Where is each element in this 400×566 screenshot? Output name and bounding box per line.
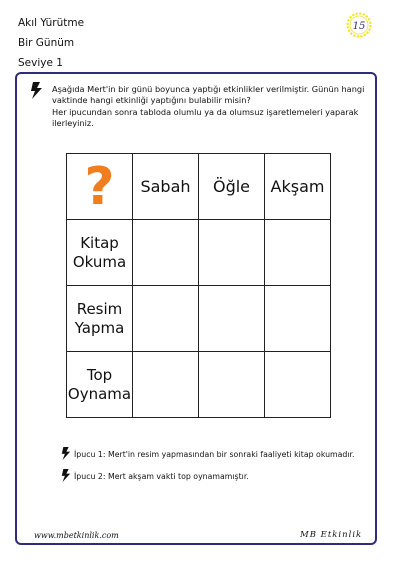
grid-cell[interactable] <box>265 352 331 418</box>
header-level: Seviye 1 <box>18 57 63 69</box>
grid-cell[interactable] <box>199 352 265 418</box>
grid-cell[interactable] <box>265 220 331 286</box>
grid-cell[interactable] <box>133 286 199 352</box>
column-header-morning: Sabah <box>133 154 199 220</box>
logic-grid <box>66 153 331 418</box>
grid-cell[interactable] <box>265 286 331 352</box>
instruction-1: Aşağıda Mert'in bir günü boyunca yaptığı etkinlikler verilmiştir. Günün hangi vaktinde hangi etkinliği yaptığını bulabilir misin? <box>52 84 365 106</box>
lightning-icon <box>61 469 71 482</box>
brand-footer: MB Etkinlik <box>300 530 363 540</box>
row-header-line: Yapma <box>74 318 125 337</box>
website-footer: www.mbetkinlik.com <box>34 531 119 540</box>
row-header-painting <box>67 286 133 352</box>
grid-cell[interactable] <box>133 352 199 418</box>
column-header-evening: Akşam <box>265 154 331 220</box>
hint-1: İpucu 1: Mert'in resim yapmasından bir sonraki faaliyeti kitap okumadır. <box>74 450 355 459</box>
grid-cell[interactable] <box>199 286 265 352</box>
row-header-line: Kitap <box>80 233 119 252</box>
question-mark-icon: ? <box>67 154 133 220</box>
row-header-line: Oynama <box>67 384 132 403</box>
row-header-line: Okuma <box>72 252 127 271</box>
header-title: Bir Günüm <box>18 37 75 49</box>
lightning-icon <box>61 447 71 460</box>
row-header-ball-game <box>67 352 133 418</box>
grid-cell[interactable] <box>133 220 199 286</box>
hint-2: İpucu 2: Mert akşam vakti top oynamamıştır. <box>74 472 249 481</box>
page-number: 15 <box>352 21 366 32</box>
row-header-line: Resim <box>76 299 123 318</box>
header-topic: Akıl Yürütme <box>18 17 85 29</box>
row-header-line: Top <box>86 365 113 384</box>
grid-cell[interactable] <box>199 220 265 286</box>
instruction-2: Her ipucundan sonra tabloda olumlu ya da olumsuz işaretlemeleri yaparak ilerleyiniz. <box>52 106 359 128</box>
page-number-badge <box>346 12 372 38</box>
row-header-reading <box>67 220 133 286</box>
column-header-noon: Öğle <box>199 154 265 220</box>
instructions <box>52 84 374 129</box>
lightning-icon <box>30 82 43 99</box>
